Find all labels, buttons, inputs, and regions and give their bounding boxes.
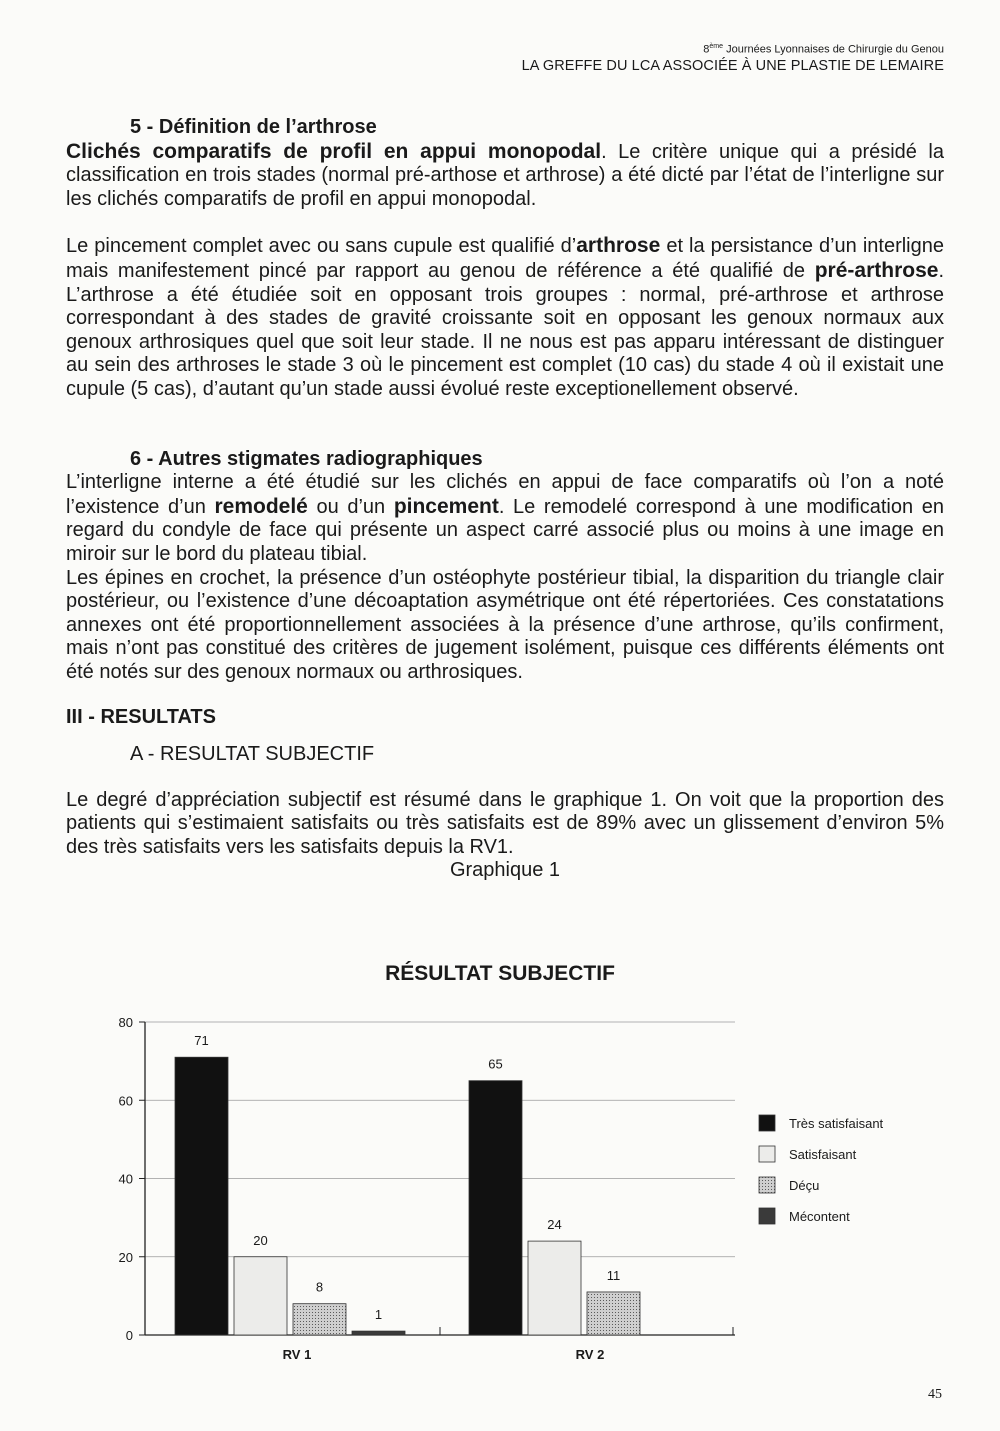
bar: [587, 1292, 640, 1335]
bar-value-label: 8: [315, 1279, 324, 1295]
bar-value-label: 65: [488, 1056, 503, 1072]
bar-value-label: 24: [547, 1217, 562, 1233]
section5-title: 5 - Définition de l’arthrose: [130, 116, 377, 138]
bar-value-label: 20: [253, 1232, 268, 1248]
section6-paragraph2: Les épines en crochet, la présence d’un ostéophyte postérieur tibial, la disparition du triangle clair postérieur, ou l’existence d’une décoaptation asymétrique ont été répertoriées. Ces constatations annexes ont été proportionnellement associées à la présence d’une arthrose, qu’ils confirment, mais n’ont pas constitué des critères de jugement isolément, puisque ces différents éléments ont été notés sur des genoux normaux ou arthrosiques.: [66, 566, 944, 683]
bar: [352, 1331, 405, 1335]
bar-value-label: 1: [374, 1307, 383, 1323]
legend-swatch: [759, 1146, 775, 1162]
running-header: [522, 40, 944, 75]
bar-value-label: 11: [606, 1267, 621, 1283]
legend-label: Déçu: [789, 1178, 820, 1193]
header-title: LA GREFFE DU LCA ASSOCIÉE À UNE PLASTIE DE LEMAIRE: [521, 57, 944, 74]
x-category-label: RV 1: [282, 1347, 312, 1362]
legend-swatch: [759, 1208, 775, 1224]
y-tick-label: 0: [125, 1328, 133, 1343]
y-tick-label: 20: [118, 1249, 133, 1265]
bar: [528, 1241, 581, 1335]
legend-label: Très satisfaisant: [789, 1116, 884, 1131]
y-tick-label: 60: [118, 1093, 133, 1109]
legend-label: Satisfaisant: [789, 1147, 857, 1162]
legend-swatch: [759, 1115, 775, 1131]
x-category-label: RV 2: [575, 1347, 605, 1362]
article-body: [66, 116, 944, 883]
chart-title: RÉSULTAT SUBJECTIF: [385, 962, 615, 985]
bar-value-label: 71: [194, 1033, 209, 1049]
section6-title: 6 - Autres stigmates radiographiques: [130, 447, 483, 470]
bar: [469, 1081, 522, 1335]
results-subheading: A - RESULTAT SUBJECTIF: [130, 743, 375, 766]
bar: [175, 1057, 228, 1335]
section6-paragraph1: L’interligne interne a été étudié sur les clichés en appui de face comparatifs où l’on a noté l’existence d’un remodelé ou d’un pincement. Le remodelé correspond à une modification en regard du condyle de face qui présente un aspect carré associé plus ou moins à une image en miroir sur le bord du plateau tibial.: [66, 471, 944, 565]
bar: [234, 1257, 287, 1335]
bar-chart: [0, 1000, 1000, 1380]
results-paragraph: Le degré d’appréciation subjectif est résumé dans le graphique 1. On voit que la proportion des patients qui s’estimaient satisfaits ou très satisfaits est de 89% avec un glissement d’environ 5% des très satisfaits vers les satisfaits depuis la RV1.: [66, 788, 944, 858]
legend-label: Mécontent: [789, 1209, 850, 1224]
results-heading: III - RESULTATS: [66, 706, 216, 729]
page-number: 45: [928, 1387, 942, 1402]
section5-paragraph1: Clichés comparatifs de profil en appui monopodal. Le critère unique qui a présidé la classification en trois stades (normal pré-arthose et arthrose) a été dicté par l’état de l’interligne sur les clichés comparatifs de profil en appui monopodal.: [66, 139, 944, 210]
y-tick-label: 80: [118, 1015, 133, 1030]
y-tick-label: 40: [118, 1171, 133, 1187]
header-conference: 8ème Journées Lyonnaises de Chirurgie du Genou: [703, 43, 944, 56]
section5-paragraph2: Le pincement complet avec ou sans cupule est qualifié d’arthrose et la persistance d’un interligne mais manifestement pincé par rapport au genou de référence a été qualifié de pré-arthrose. L’arthrose a été étudiée soit en opposant trois groupes : normal, pré-arthrose et arthrose correspondant à des stades de gravité croissante soit en opposant les genoux normaux aux genoux arthrosiques quel que soit leur stade. Il ne nous est pas apparu intéressant de distinguer au sein des arthroses le stade 3 où le pincement est complet (10 cas) du stade 4 où il existait une cupule (5 cas), d’autant qu’un stade aussi évolué reste exceptionellement observé.: [66, 234, 944, 400]
legend-swatch: [759, 1177, 775, 1193]
bar: [293, 1304, 346, 1335]
graph-caption: Graphique 1: [449, 859, 561, 882]
